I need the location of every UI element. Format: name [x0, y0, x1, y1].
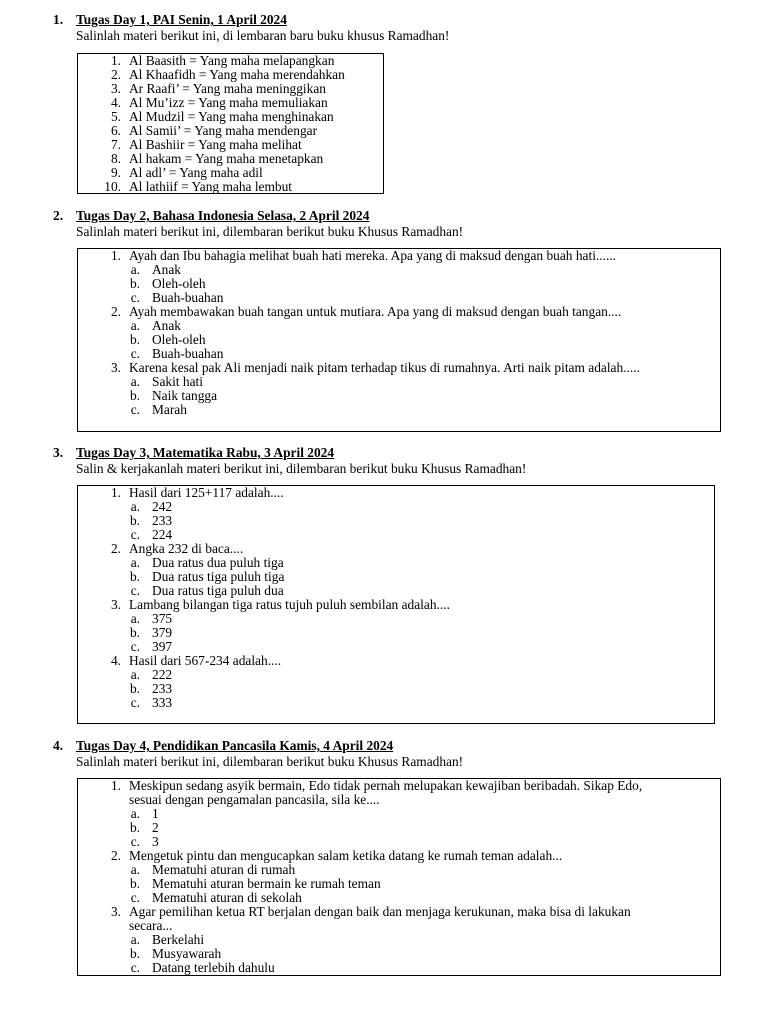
question-text: Lambang bilangan tiga ratus tujuh puluh sembilan adalah....: [129, 597, 450, 612]
option-text: 3: [152, 834, 159, 849]
option-text: Oleh-oleh: [152, 332, 206, 347]
option-letter: a.: [130, 932, 140, 947]
option-letter: b.: [129, 681, 140, 696]
option-letter: a.: [130, 667, 140, 682]
option-letter: a.: [130, 862, 140, 877]
list-item-number: 6.: [110, 123, 121, 138]
option-text: Mematuhi aturan di sekolah: [152, 890, 302, 905]
content-box: [77, 485, 715, 724]
question-text: Hasil dari 567-234 adalah....: [129, 653, 282, 668]
option-text: Dua ratus dua puluh tiga: [152, 555, 284, 570]
content-box: [77, 248, 721, 432]
question-number: 3.: [110, 597, 121, 612]
option-letter: a.: [130, 555, 140, 570]
option-text: Mematuhi aturan bermain ke rumah teman: [152, 876, 381, 891]
option-text: Marah: [152, 402, 187, 417]
question-number: 2.: [110, 541, 121, 556]
list-item-number: 9.: [110, 165, 121, 180]
option-letter: b.: [129, 820, 140, 835]
list-item-text: Al lathiif = Yang maha lembut: [129, 179, 293, 194]
option-letter: b.: [129, 276, 140, 291]
option-letter: c.: [130, 527, 140, 542]
option-letter: b.: [129, 569, 140, 584]
option-letter: c.: [130, 834, 140, 849]
task-number: 4.: [53, 738, 64, 753]
task-instruction: Salin & kerjakanlah materi berikut ini, dilembaran berikut buku Khusus Ramadhan!: [76, 461, 527, 476]
task-number: 1.: [53, 12, 64, 27]
question-text: Agar pemilihan ketua RT berjalan dengan baik dan menjaga kerukunan, maka bisa di lakukan: [129, 904, 631, 919]
option-letter: a.: [130, 318, 140, 333]
list-item-number: 8.: [110, 151, 121, 166]
list-item-number: 3.: [110, 81, 121, 96]
option-letter: a.: [130, 611, 140, 626]
option-text: Buah-buahan: [152, 290, 224, 305]
question-text: Karena kesal pak Ali menjadi naik pitam terhadap tikus di rumahnya. Arti naik pitam adalah.....: [129, 360, 640, 375]
question-text: Ayah dan Ibu bahagia melihat buah hati mereka. Apa yang di maksud dengan buah hati......: [129, 248, 617, 263]
question-text: Mengetuk pintu dan mengucapkan salam ketika datang ke rumah teman adalah...: [129, 848, 563, 863]
question-number: 1.: [110, 248, 121, 263]
question-text: Hasil dari 125+117 adalah....: [129, 485, 284, 500]
option-letter: b.: [129, 513, 140, 528]
option-text: 224: [152, 527, 173, 542]
option-letter: c.: [130, 346, 140, 361]
question-text: sesuai dengan pengamalan pancasila, sila ke....: [129, 792, 380, 807]
option-text: 233: [152, 681, 173, 696]
option-letter: c.: [130, 695, 140, 710]
option-letter: c.: [130, 583, 140, 598]
option-text: 379: [152, 625, 173, 640]
question-number: 2.: [110, 848, 121, 863]
option-letter: b.: [129, 625, 140, 640]
option-letter: a.: [130, 499, 140, 514]
list-item-text: Ar Raafi’ = Yang maha meninggikan: [129, 81, 326, 96]
option-letter: a.: [130, 806, 140, 821]
list-item-text: Al Mudzil = Yang maha menghinakan: [129, 109, 334, 124]
task-instruction: Salinlah materi berikut ini, dilembaran berikut buku Khusus Ramadhan!: [76, 754, 464, 769]
list-item-text: Al Samii’ = Yang maha mendengar: [129, 123, 318, 138]
option-text: 1: [152, 806, 159, 821]
question-number: 3.: [110, 360, 121, 375]
option-text: 233: [152, 513, 173, 528]
list-item-number: 10.: [104, 179, 121, 194]
list-item-number: 2.: [110, 67, 121, 82]
option-letter: b.: [129, 388, 140, 403]
option-text: Dua ratus tiga puluh dua: [152, 583, 284, 598]
list-item-text: Al Mu’izz = Yang maha memuliakan: [129, 95, 328, 110]
task-instruction: Salinlah materi berikut ini, dilembaran berikut buku Khusus Ramadhan!: [76, 224, 464, 239]
content-box: [77, 53, 384, 194]
option-text: Berkelahi: [152, 932, 205, 947]
list-item-number: 1.: [110, 53, 121, 68]
option-text: Oleh-oleh: [152, 276, 206, 291]
option-text: Anak: [152, 262, 182, 277]
option-letter: b.: [129, 946, 140, 961]
list-item-number: 4.: [110, 95, 121, 110]
question-number: 4.: [110, 653, 121, 668]
list-item-text: Al adl’ = Yang maha adil: [129, 165, 263, 180]
task-title: Tugas Day 3, Matematika Rabu, 3 April 2024: [76, 445, 335, 460]
list-item-text: Al Bashiir = Yang maha melihat: [129, 137, 302, 152]
task-instruction: Salinlah materi berikut ini, di lembaran baru buku khusus Ramadhan!: [76, 28, 450, 43]
question-number: 1.: [110, 485, 121, 500]
option-text: Sakit hati: [152, 374, 203, 389]
option-text: 375: [152, 611, 173, 626]
option-text: 242: [152, 499, 173, 514]
option-text: 333: [152, 695, 173, 710]
question-text: Angka 232 di baca....: [129, 541, 244, 556]
question-text: Ayah membawakan buah tangan untuk mutiara. Apa yang di maksud dengan buah tangan....: [129, 304, 622, 319]
content-box: [77, 778, 721, 976]
option-letter: c.: [130, 639, 140, 654]
question-number: 3.: [110, 904, 121, 919]
list-item-text: Al Baasith = Yang maha melapangkan: [129, 53, 335, 68]
option-letter: c.: [130, 290, 140, 305]
option-text: 2: [152, 820, 159, 835]
task-title: Tugas Day 4, Pendidikan Pancasila Kamis, 4 April 2024: [76, 738, 394, 753]
option-text: Anak: [152, 318, 182, 333]
option-text: 397: [152, 639, 173, 654]
task-title: Tugas Day 2, Bahasa Indonesia Selasa, 2 April 2024: [76, 208, 370, 223]
option-text: Dua ratus tiga puluh tiga: [152, 569, 285, 584]
option-letter: a.: [130, 262, 140, 277]
option-letter: c.: [130, 402, 140, 417]
option-text: Naik tangga: [152, 388, 218, 403]
option-letter: a.: [130, 374, 140, 389]
option-letter: b.: [129, 332, 140, 347]
list-item-number: 7.: [110, 137, 121, 152]
list-item-text: Al hakam = Yang maha menetapkan: [129, 151, 324, 166]
task-number: 2.: [53, 208, 64, 223]
question-number: 1.: [110, 778, 121, 793]
task-number: 3.: [53, 445, 64, 460]
option-letter: c.: [130, 960, 140, 975]
option-letter: c.: [130, 890, 140, 905]
option-text: Buah-buahan: [152, 346, 224, 361]
task-title: Tugas Day 1, PAI Senin, 1 April 2024: [76, 12, 287, 27]
option-text: 222: [152, 667, 173, 682]
option-text: Mematuhi aturan di rumah: [152, 862, 296, 877]
question-text: secara...: [129, 918, 173, 933]
question-text: Meskipun sedang asyik bermain, Edo tidak pernah melupakan kewajiban beribadah. Sikap Edo,: [129, 778, 643, 793]
question-number: 2.: [110, 304, 121, 319]
option-text: Datang terlebih dahulu: [152, 960, 275, 975]
option-letter: b.: [129, 876, 140, 891]
list-item-text: Al Khaafidh = Yang maha merendahkan: [129, 67, 345, 82]
list-item-number: 5.: [110, 109, 121, 124]
option-text: Musyawarah: [152, 946, 222, 961]
